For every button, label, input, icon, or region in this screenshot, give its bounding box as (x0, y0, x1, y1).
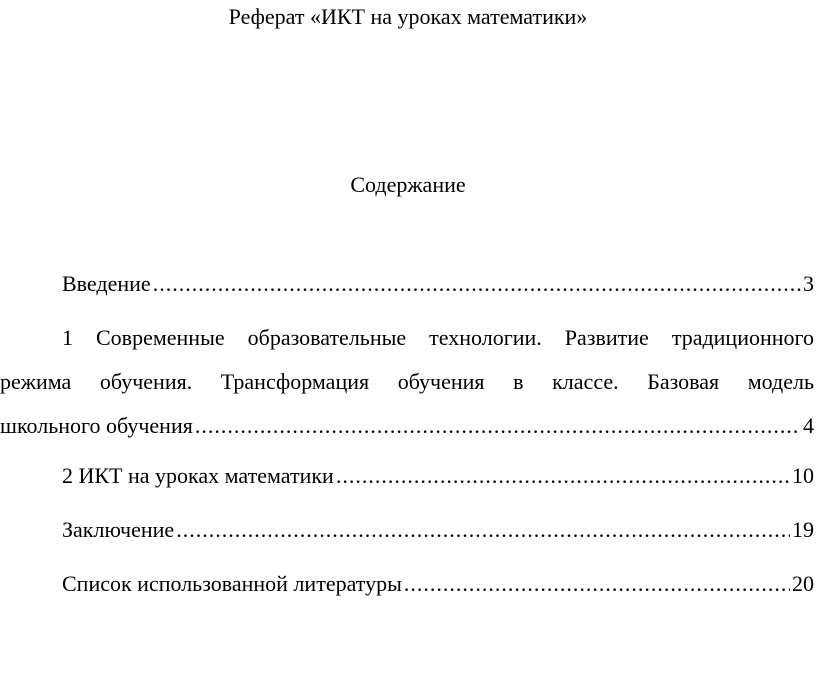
table-of-contents (0, 262, 814, 616)
toc-entry-line: режима обучения. Трансформация обучения в классе. Базовая модель (0, 369, 814, 394)
toc-page-number: 20 (792, 571, 814, 596)
toc-entry-label: 2 ИКТ на уроках математики (62, 463, 334, 488)
toc-entry-conclusion[interactable] (0, 508, 814, 552)
toc-entry-label: школьного обучения (0, 413, 193, 438)
toc-page-number: 10 (792, 463, 814, 488)
toc-entry-label: Заключение (62, 517, 175, 542)
toc-entry-chapter-1[interactable] (0, 316, 814, 448)
toc-entry-label: Список использованной литературы (62, 571, 402, 596)
document-title: Реферат «ИКТ на уроках математики» (228, 4, 588, 29)
dot-leader (336, 454, 790, 498)
toc-page-number: 4 (803, 413, 814, 438)
dot-leader (176, 508, 790, 552)
toc-page-number: 19 (792, 517, 814, 542)
toc-entry-introduction[interactable] (0, 262, 814, 306)
toc-entry-line: 1 Современные образовательные технологии. Развитие традиционного (62, 325, 814, 350)
toc-entry-label: Введение (62, 271, 151, 296)
toc-entry-references[interactable] (0, 562, 814, 606)
dot-leader (404, 562, 790, 606)
dot-leader (195, 404, 801, 448)
toc-entry-chapter-2[interactable] (0, 454, 814, 498)
toc-heading: Содержание (350, 172, 466, 197)
toc-page-number: 3 (803, 271, 814, 296)
dot-leader (153, 262, 801, 306)
